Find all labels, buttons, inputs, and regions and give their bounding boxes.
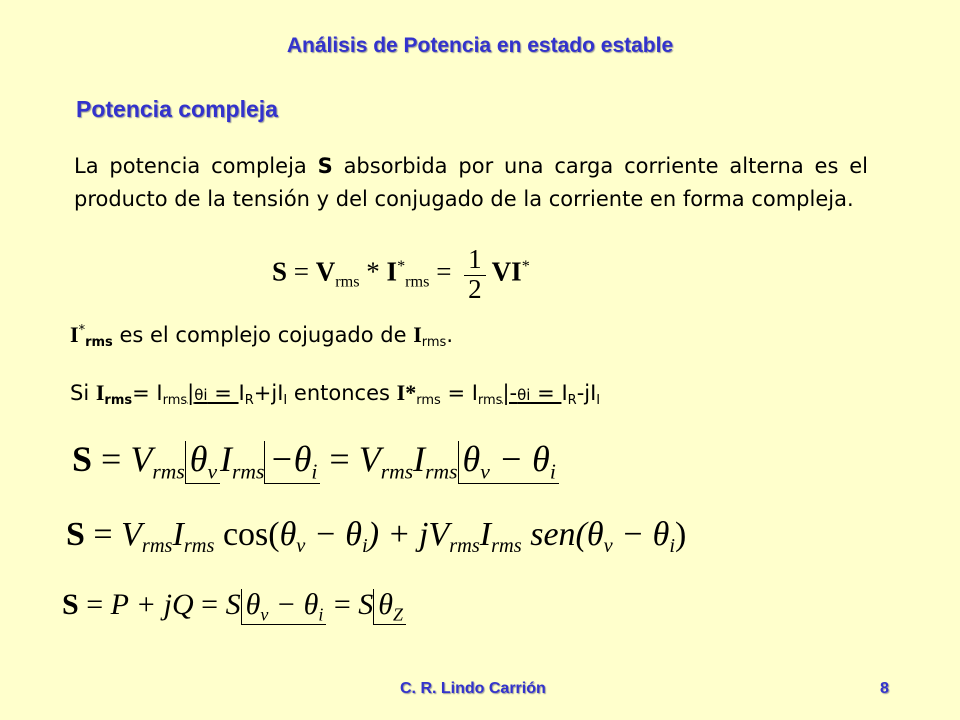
si-plus-j: +jI (253, 381, 284, 405)
conjugate-line (70, 322, 453, 350)
eq3-v-sub2: v (603, 535, 613, 558)
eq1-equals-2: = (429, 256, 459, 287)
eq3-rms3: rms (449, 535, 480, 558)
eq3-theta: θ (279, 516, 297, 553)
eq4-q: Q (172, 588, 194, 621)
eq4-i-sub: i (318, 604, 324, 625)
intro-paragraph (74, 150, 868, 216)
eq3-i-sub2: i (669, 535, 675, 558)
eq1-i: I (386, 256, 398, 287)
eq1-rms: rms (335, 272, 360, 291)
page-number: 8 (880, 680, 889, 697)
si-entonces: entonces (287, 381, 397, 405)
eq2-i: I (220, 439, 233, 479)
intro-text-2: absorbida por una carga corriente alterna es el producto de la tensión y del conjugado de la corriente en forma compleja. (74, 154, 868, 211)
eq3-s: S (66, 516, 85, 553)
si-eq2: = (207, 381, 239, 405)
eq2-equals: = (92, 439, 131, 479)
eq3-close: ) (674, 516, 687, 553)
si-i: I (95, 380, 105, 405)
si-angle-1 (187, 381, 238, 405)
eq3-rms4: rms (491, 535, 522, 558)
eq1-equals: = (287, 256, 316, 287)
eq4-equals-3: = (326, 588, 359, 621)
eq2-i-sub: i (311, 459, 318, 484)
si-text: Si (70, 381, 96, 405)
si-minus-j: -jI (576, 381, 597, 405)
si-iim2: I (596, 393, 601, 408)
si-angle-2 (502, 381, 561, 405)
eq2-i3: i (549, 459, 556, 484)
eq1-s: S (272, 256, 288, 287)
si-rms3: rms (416, 393, 441, 408)
eq2-v-sub: v (207, 459, 218, 484)
eq4-angle-diff (241, 589, 327, 625)
si-eq4: = (530, 381, 562, 405)
conj-text: es el complejo cojugado de (112, 323, 414, 347)
eq1-irms: rms (405, 272, 430, 291)
eq4-s: S (62, 588, 79, 621)
eq2-i2: I (413, 439, 426, 479)
eq2-v: V (130, 439, 153, 479)
eq2-s: S (72, 439, 93, 479)
si-theta-i: θi (194, 386, 208, 404)
eq2-rms: rms (152, 459, 185, 484)
eq2-equals-2: = (320, 439, 359, 479)
polar-rectangular-line (70, 380, 600, 408)
conj-i2: I (413, 322, 422, 347)
si-theta-i2: θi (517, 386, 531, 404)
conj-dot: . (446, 323, 454, 347)
eq3-cos: cos( (214, 516, 280, 553)
si-eq1: = I (132, 381, 163, 405)
eq3-close-plus-j: ) + j (367, 516, 429, 553)
eq4-p: P (110, 588, 129, 621)
eq3-equals: = (84, 516, 122, 553)
eq3-rms: rms (141, 535, 173, 558)
eq3-theta2: θ (586, 516, 604, 553)
conj-i: I (70, 322, 79, 347)
eq3-v-sub: v (296, 535, 306, 558)
equation-complex-power (272, 246, 530, 303)
equation-polar-product (72, 438, 559, 485)
si-rms2: rms (162, 393, 188, 408)
eq3-i: I (172, 516, 184, 553)
conj-rms2: rms (421, 335, 447, 350)
si-r2: R (567, 393, 577, 408)
intro-text-1: La potencia compleja (74, 154, 318, 178)
eq4-equals-2: = (193, 588, 226, 621)
eq2-theta-v: θ (189, 439, 208, 479)
eq3-sen: sen( (521, 516, 587, 553)
eq2-rms3: rms (380, 459, 414, 484)
intro-s-symbol: S (317, 154, 333, 178)
eq4-equals: = (78, 588, 111, 621)
eq4-s3: S (358, 588, 374, 621)
eq1-fraction (464, 246, 486, 303)
si-ir2: I (561, 381, 568, 405)
eq3-minus2: − θ (612, 516, 670, 553)
eq3-i2: I (479, 516, 492, 553)
eq4-minus: − θ (268, 588, 319, 621)
eq4-z-sub: Z (393, 604, 404, 625)
si-istar: I* (396, 380, 417, 405)
eq3-v2: V (428, 516, 450, 553)
eq3-rms2: rms (183, 535, 215, 558)
eq4-s2: S (225, 588, 241, 621)
eq2-rms4: rms (425, 459, 458, 484)
eq2-v2: V (358, 439, 381, 479)
si-ir-label: I (238, 381, 245, 405)
eq2-angle-i (264, 441, 320, 484)
eq1-vistar: * (521, 256, 530, 275)
eq2-rms2: rms (232, 459, 265, 484)
eq2-angle-diff (458, 441, 559, 484)
eq3-i-sub: i (362, 535, 368, 558)
slide-header-title: Análisis de Potencia en estado estable (286, 34, 674, 57)
eq1-istar: * (397, 256, 406, 275)
si-rms4: rms (477, 393, 503, 408)
equation-rectangular-form (66, 516, 686, 558)
si-rms: rms (104, 393, 133, 408)
si-bar: | (187, 381, 195, 405)
eq4-angle-z (373, 589, 406, 625)
eq4-v-sub: v (260, 604, 269, 625)
eq1-denominator: 2 (468, 274, 482, 304)
eq1-star: * (366, 256, 380, 287)
eq3-v: V (121, 516, 142, 553)
si-eq3: = I (440, 381, 478, 405)
eq4-theta2: θ (378, 588, 394, 621)
footer-author: C. R. Lindo Carrión (400, 680, 546, 697)
eq1-v: V (315, 256, 336, 287)
eq3-minus: − θ (305, 516, 363, 553)
eq2-v3: v (480, 459, 490, 484)
eq4-theta: θ (245, 588, 261, 621)
si-bar2: |- (502, 381, 518, 405)
eq2-minus-theta-i: −θ (269, 439, 312, 479)
eq4-plus-j: + j (128, 588, 172, 621)
eq2-angle-v (185, 441, 220, 484)
si-iim: I (283, 393, 288, 408)
conj-star: * (78, 323, 86, 338)
eq2-theta3: θ (462, 439, 481, 479)
eq1-numerator: 1 (464, 246, 486, 276)
equation-power-triangle (62, 588, 406, 625)
eq1-vi: VI (491, 256, 522, 287)
section-title: Potencia compleja (76, 96, 278, 122)
si-r: R (244, 393, 254, 408)
conj-rms: rms (85, 335, 113, 350)
eq2-minus: − θ (489, 439, 550, 479)
